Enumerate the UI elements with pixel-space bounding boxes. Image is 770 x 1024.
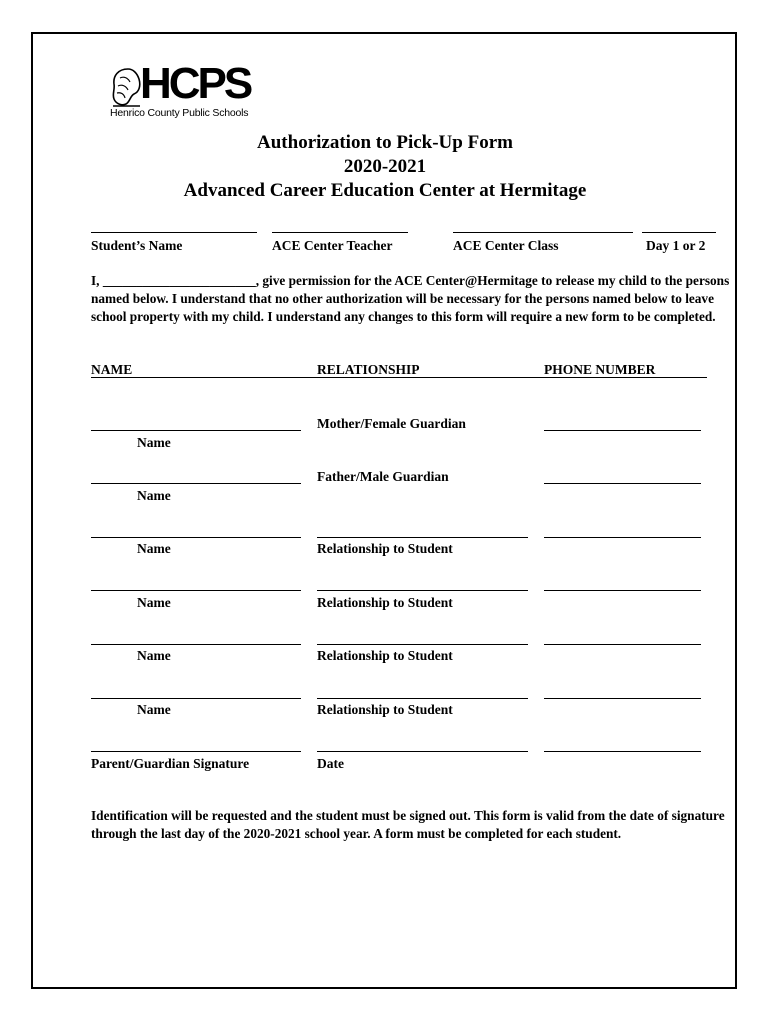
row4-name-label: Name [137, 595, 171, 610]
row4-relationship-line[interactable] [317, 590, 528, 591]
signature-line[interactable] [91, 751, 301, 752]
row3-name-label: Name [137, 541, 171, 556]
row6-name-line[interactable] [91, 698, 301, 699]
hcps-logo-mark-icon [108, 66, 144, 110]
row6-relationship-label: Relationship to Student [317, 702, 453, 717]
footer-paragraph: Identification will be requested and the student must be signed out. This form is valid from the date of signature through the last day of the 2020-2021 school year. A form must be completed for each student. [91, 808, 725, 841]
ace-teacher-line[interactable] [272, 232, 408, 233]
date-line[interactable] [317, 751, 528, 752]
row3-name-line[interactable] [91, 537, 301, 538]
ace-teacher-label: ACE Center Teacher [272, 238, 393, 253]
date-label: Date [317, 756, 344, 771]
permission-paragraph: I, _______________________, give permission for the ACE Center@Hermitage to release my child to the persons named below. I understand that no other authorization will be necessary for the persons named below to leave school property with my child. I understand any changes to this form will require a new form to be completed. [91, 273, 730, 324]
row2-name-line[interactable] [91, 483, 301, 484]
form-school: Advanced Career Education Center at Hermitage [183, 180, 587, 201]
student-name-line[interactable] [91, 232, 257, 233]
hcps-subtitle: Henrico County Public Schools [110, 107, 249, 119]
row3-relationship-line[interactable] [317, 537, 528, 538]
row5-name-line[interactable] [91, 644, 301, 645]
hcps-wordmark: HCPS [140, 59, 251, 108]
header-name: NAME [91, 362, 133, 377]
row1-relationship: Mother/Female Guardian [317, 416, 466, 431]
row3-relationship-label: Relationship to Student [317, 541, 453, 556]
row1-name-line[interactable] [91, 430, 301, 431]
ace-class-label: ACE Center Class [453, 238, 559, 253]
row4-phone-line[interactable] [544, 590, 701, 591]
header-phone: PHONE NUMBER [544, 362, 656, 377]
row6-phone-line[interactable] [544, 698, 701, 699]
row2-name-label: Name [137, 488, 171, 503]
row6-name-label: Name [137, 702, 171, 717]
row4-relationship-label: Relationship to Student [317, 595, 453, 610]
day-line[interactable] [642, 232, 716, 233]
row3-phone-line[interactable] [544, 537, 701, 538]
signature-label: Parent/Guardian Signature [91, 756, 250, 771]
row5-name-label: Name [137, 648, 171, 663]
row5-phone-line[interactable] [544, 644, 701, 645]
header-relationship: RELATIONSHIP [317, 362, 420, 377]
signature-extra-line[interactable] [544, 751, 701, 752]
row4-name-line[interactable] [91, 590, 301, 591]
row1-name-label: Name [137, 435, 171, 450]
form-title: Authorization to Pick-Up Form [257, 132, 513, 153]
day-label: Day 1 or 2 [646, 238, 706, 253]
row6-relationship-line[interactable] [317, 698, 528, 699]
ace-class-line[interactable] [453, 232, 633, 233]
student-name-label: Student’s Name [91, 238, 183, 253]
row5-relationship-line[interactable] [317, 644, 528, 645]
row1-phone-line[interactable] [544, 430, 701, 431]
row2-relationship: Father/Male Guardian [317, 469, 449, 484]
form-year: 2020-2021 [343, 156, 427, 177]
row2-phone-line[interactable] [544, 483, 701, 484]
row5-relationship-label: Relationship to Student [317, 648, 453, 663]
parent-name-blank[interactable]: _______________________ [102, 273, 256, 288]
